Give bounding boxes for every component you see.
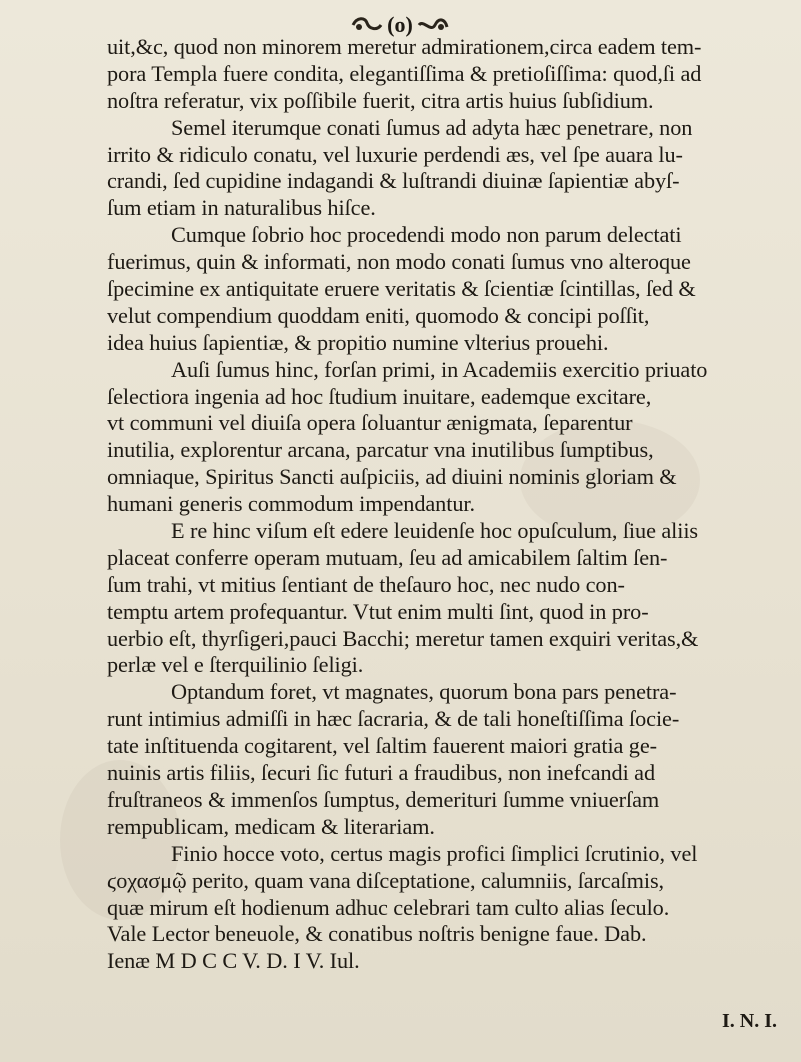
header-ornament-text: (o) bbox=[387, 12, 413, 37]
text-line: fruſtraneos & immenſos ſumptus, demerituri ſumme vniuerſam bbox=[107, 786, 660, 812]
text-line: inutilia, explorentur arcana, parcatur vna inutilibus ſumptibus, bbox=[107, 437, 654, 463]
text-line: temptu artem profequantur. Vtut enim multi ſint, quod in pro- bbox=[107, 598, 649, 624]
text-line: rempublicam, medicam & literariam. bbox=[107, 813, 435, 839]
left-scroll-ornament-icon bbox=[351, 15, 383, 35]
text-line: quæ mirum eſt hodienum adhuc celebrari tam culto alias ſeculo. bbox=[107, 894, 670, 920]
text-line: crandi, ſed cupidine indagandi & luſtrandi diuinæ ſapientiæ abyſ- bbox=[107, 168, 680, 194]
text-line: ϛοχασμῷ perito, quam vana diſceptatione, calumniis, ſarcaſmis, bbox=[107, 867, 664, 893]
text-line: Finio hocce voto, certus magis profici ſimplici ſcrutinio, vel bbox=[171, 840, 698, 866]
paragraph bbox=[107, 357, 777, 518]
text-line: velut compendium quoddam eniti, quomodo & concipi poſſit, bbox=[107, 302, 650, 328]
text-line: omniaque, Spiritus Sancti auſpiciis, ad diuini nominis gloriam & bbox=[107, 464, 677, 490]
text-line: ſum trahi, vt mitius ſentiant de theſauro hoc, nec nudo con- bbox=[107, 571, 625, 597]
text-line: humani generis commodum impendantur. bbox=[107, 491, 475, 517]
text-line: Auſi ſumus hinc, forſan primi, in Academiis exercitio priuato bbox=[171, 356, 708, 382]
text-line: vt communi vel diuiſa opera ſoluantur ænigmata, ſeparentur bbox=[107, 410, 633, 436]
paragraph bbox=[107, 115, 777, 223]
text-line: Optandum foret, vt magnates, quorum bona pars penetra- bbox=[171, 679, 677, 705]
text-line: placeat conferre operam mutuam, ſeu ad amicabilem ſaltim ſen- bbox=[107, 544, 668, 570]
paragraph bbox=[107, 679, 777, 840]
text-line: Vale Lector beneuole, & conatibus noſtris benigne faue. Dab. bbox=[107, 921, 647, 947]
text-line: Semel iterumque conati ſumus ad adyta hæc penetrare, non bbox=[171, 114, 693, 140]
body-text bbox=[107, 34, 777, 975]
text-line: noſtra referatur, vix poſſibile fuerit, citra artis huius ſubſidium. bbox=[107, 87, 654, 113]
text-line: ſpecimine ex antiquitate eruere veritatis & ſcientiæ ſcintillas, ſed & bbox=[107, 276, 696, 302]
text-line: uerbio eſt, thyrſigeri,pauci Bacchi; meretur tamen exquiri veritas,& bbox=[107, 625, 699, 651]
text-line: Ienæ M D C C V. D. I V. Iul. bbox=[107, 948, 360, 974]
text-line: runt intimius admiſſi in hæc ſacraria, & de tali honeſtiſſima ſocie- bbox=[107, 706, 680, 732]
text-line: ſelectiora ingenia ad hoc ſtudium inuitare, eademque excitare, bbox=[107, 383, 652, 409]
right-scroll-ornament-icon bbox=[417, 15, 449, 35]
text-line: perlæ vel e ſterquilinio ſeligi. bbox=[107, 652, 364, 678]
paragraph bbox=[107, 222, 777, 356]
text-line: uit,&c, quod non minorem meretur admirationem,circa eadem tem- bbox=[107, 34, 702, 59]
text-line: fuerimus, quin & informati, non modo conati ſumus vno alteroque bbox=[107, 249, 691, 275]
text-line: nuinis artis filiis, ſecuri ſic futuri a fraudibus, non inefcandi ad bbox=[107, 760, 655, 786]
paragraph bbox=[107, 841, 777, 975]
text-line: idea huius ſapientiæ, & propitio numine vlterius prouehi. bbox=[107, 329, 609, 355]
signature-mark: I. N. I. bbox=[722, 1010, 778, 1032]
text-line: pora Templa fuere condita, elegantiſſima & pretioſiſſima: quod,ſi ad bbox=[107, 60, 702, 86]
text-line: irrito & ridiculo conatu, vel luxurie perdendi æs, vel ſpe auara lu- bbox=[107, 141, 683, 167]
paragraph bbox=[107, 34, 777, 115]
paragraph bbox=[107, 518, 777, 679]
text-line: ſum etiam in naturalibus hiſce. bbox=[107, 195, 376, 221]
text-line: E re hinc viſum eſt edere leuidenſe hoc opuſculum, ſiue aliis bbox=[171, 518, 699, 544]
text-line: tate inſtituenda cogitarent, vel ſaltim fauerent maiori gratia ge- bbox=[107, 733, 657, 759]
text-line: Cumque ſobrio hoc procedendi modo non parum delectati bbox=[171, 222, 682, 248]
